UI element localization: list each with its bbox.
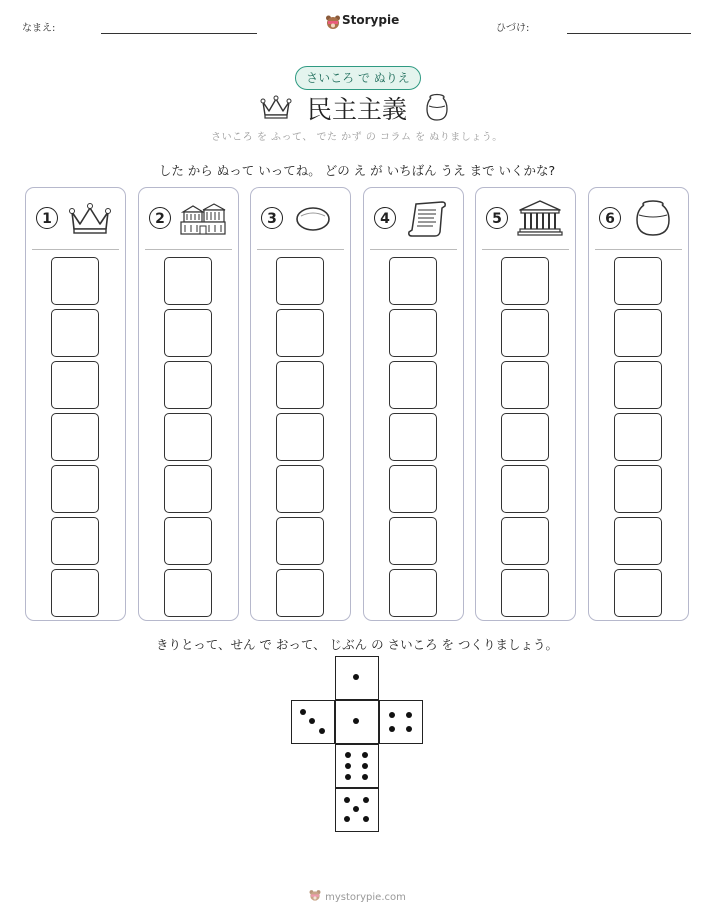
- column-1: [25, 187, 126, 621]
- color-box[interactable]: [51, 465, 99, 513]
- dice-face-1: [335, 700, 379, 744]
- column-number: 5: [486, 207, 508, 229]
- color-box[interactable]: [614, 257, 662, 305]
- color-box[interactable]: [276, 361, 324, 409]
- column-4: [363, 187, 464, 621]
- color-box[interactable]: [164, 517, 212, 565]
- footer-url[interactable]: mystorypie.com: [325, 892, 406, 903]
- color-box[interactable]: [276, 309, 324, 357]
- color-box[interactable]: [501, 257, 549, 305]
- color-box[interactable]: [614, 361, 662, 409]
- ancient-city-icon: [179, 198, 227, 238]
- dice-face-4: [379, 700, 423, 744]
- color-box[interactable]: [501, 361, 549, 409]
- column-3: [250, 187, 351, 621]
- date-label: ひづけ:: [496, 23, 530, 34]
- column-number: 3: [261, 207, 283, 229]
- name-label: なまえ:: [22, 23, 56, 34]
- dice-face-5: [335, 788, 379, 832]
- subtitle: さいころ を ふって、 でた かず の コラム を ぬりましょう。: [211, 132, 503, 143]
- color-box[interactable]: [164, 309, 212, 357]
- date-line[interactable]: [567, 33, 691, 34]
- pot-icon: [629, 198, 677, 238]
- color-box[interactable]: [389, 517, 437, 565]
- color-box[interactable]: [614, 517, 662, 565]
- color-box[interactable]: [501, 465, 549, 513]
- page-title: 民主主義: [306, 95, 407, 124]
- dice-face-3: [291, 700, 335, 744]
- instruction-top: した から ぬって いってね。 どの え が いちばん うえ まで いくかな?: [158, 163, 556, 178]
- color-box[interactable]: [276, 257, 324, 305]
- column-number: 4: [374, 207, 396, 229]
- activity-pill: さいころ で ぬりえ: [295, 66, 421, 90]
- color-box[interactable]: [51, 517, 99, 565]
- color-box[interactable]: [389, 309, 437, 357]
- column-number: 6: [599, 207, 621, 229]
- color-box[interactable]: [51, 569, 99, 617]
- dice-face-6: [335, 744, 379, 788]
- color-box[interactable]: [501, 309, 549, 357]
- column-5: [475, 187, 576, 621]
- color-box[interactable]: [501, 569, 549, 617]
- color-box[interactable]: [501, 517, 549, 565]
- color-box[interactable]: [614, 569, 662, 617]
- color-box[interactable]: [389, 361, 437, 409]
- column-6: [588, 187, 689, 621]
- color-box[interactable]: [389, 413, 437, 461]
- color-box[interactable]: [51, 257, 99, 305]
- dice-face-1: [335, 656, 379, 700]
- color-box[interactable]: [164, 569, 212, 617]
- greek-temple-icon: [516, 198, 564, 238]
- column-number: 1: [36, 207, 58, 229]
- bear-logo-icon: [308, 889, 322, 903]
- color-box[interactable]: [164, 361, 212, 409]
- color-box[interactable]: [51, 309, 99, 357]
- color-box[interactable]: [389, 569, 437, 617]
- column-number: 2: [149, 207, 171, 229]
- color-box[interactable]: [389, 257, 437, 305]
- color-box[interactable]: [276, 569, 324, 617]
- color-box[interactable]: [614, 413, 662, 461]
- bear-logo-icon: [325, 14, 341, 32]
- footer: [0, 889, 714, 903]
- pot-icon: [423, 93, 451, 123]
- color-box[interactable]: [614, 309, 662, 357]
- instruction-bottom: きりとって、せん で おって、 じぶん の さいころ を つくりましょう。: [155, 637, 559, 652]
- name-line[interactable]: [101, 33, 257, 34]
- column-2: [138, 187, 239, 621]
- color-box[interactable]: [51, 413, 99, 461]
- color-box[interactable]: [614, 465, 662, 513]
- color-box[interactable]: [389, 465, 437, 513]
- scroll-icon: [404, 198, 452, 238]
- color-box[interactable]: [164, 257, 212, 305]
- color-box[interactable]: [276, 413, 324, 461]
- color-box[interactable]: [164, 465, 212, 513]
- crown-icon: [66, 198, 114, 238]
- brand-name: Storypie: [342, 13, 400, 27]
- voting-pebble-icon: [291, 198, 339, 238]
- color-box[interactable]: [276, 465, 324, 513]
- color-box[interactable]: [164, 413, 212, 461]
- color-box[interactable]: [276, 517, 324, 565]
- color-box[interactable]: [501, 413, 549, 461]
- color-box[interactable]: [51, 361, 99, 409]
